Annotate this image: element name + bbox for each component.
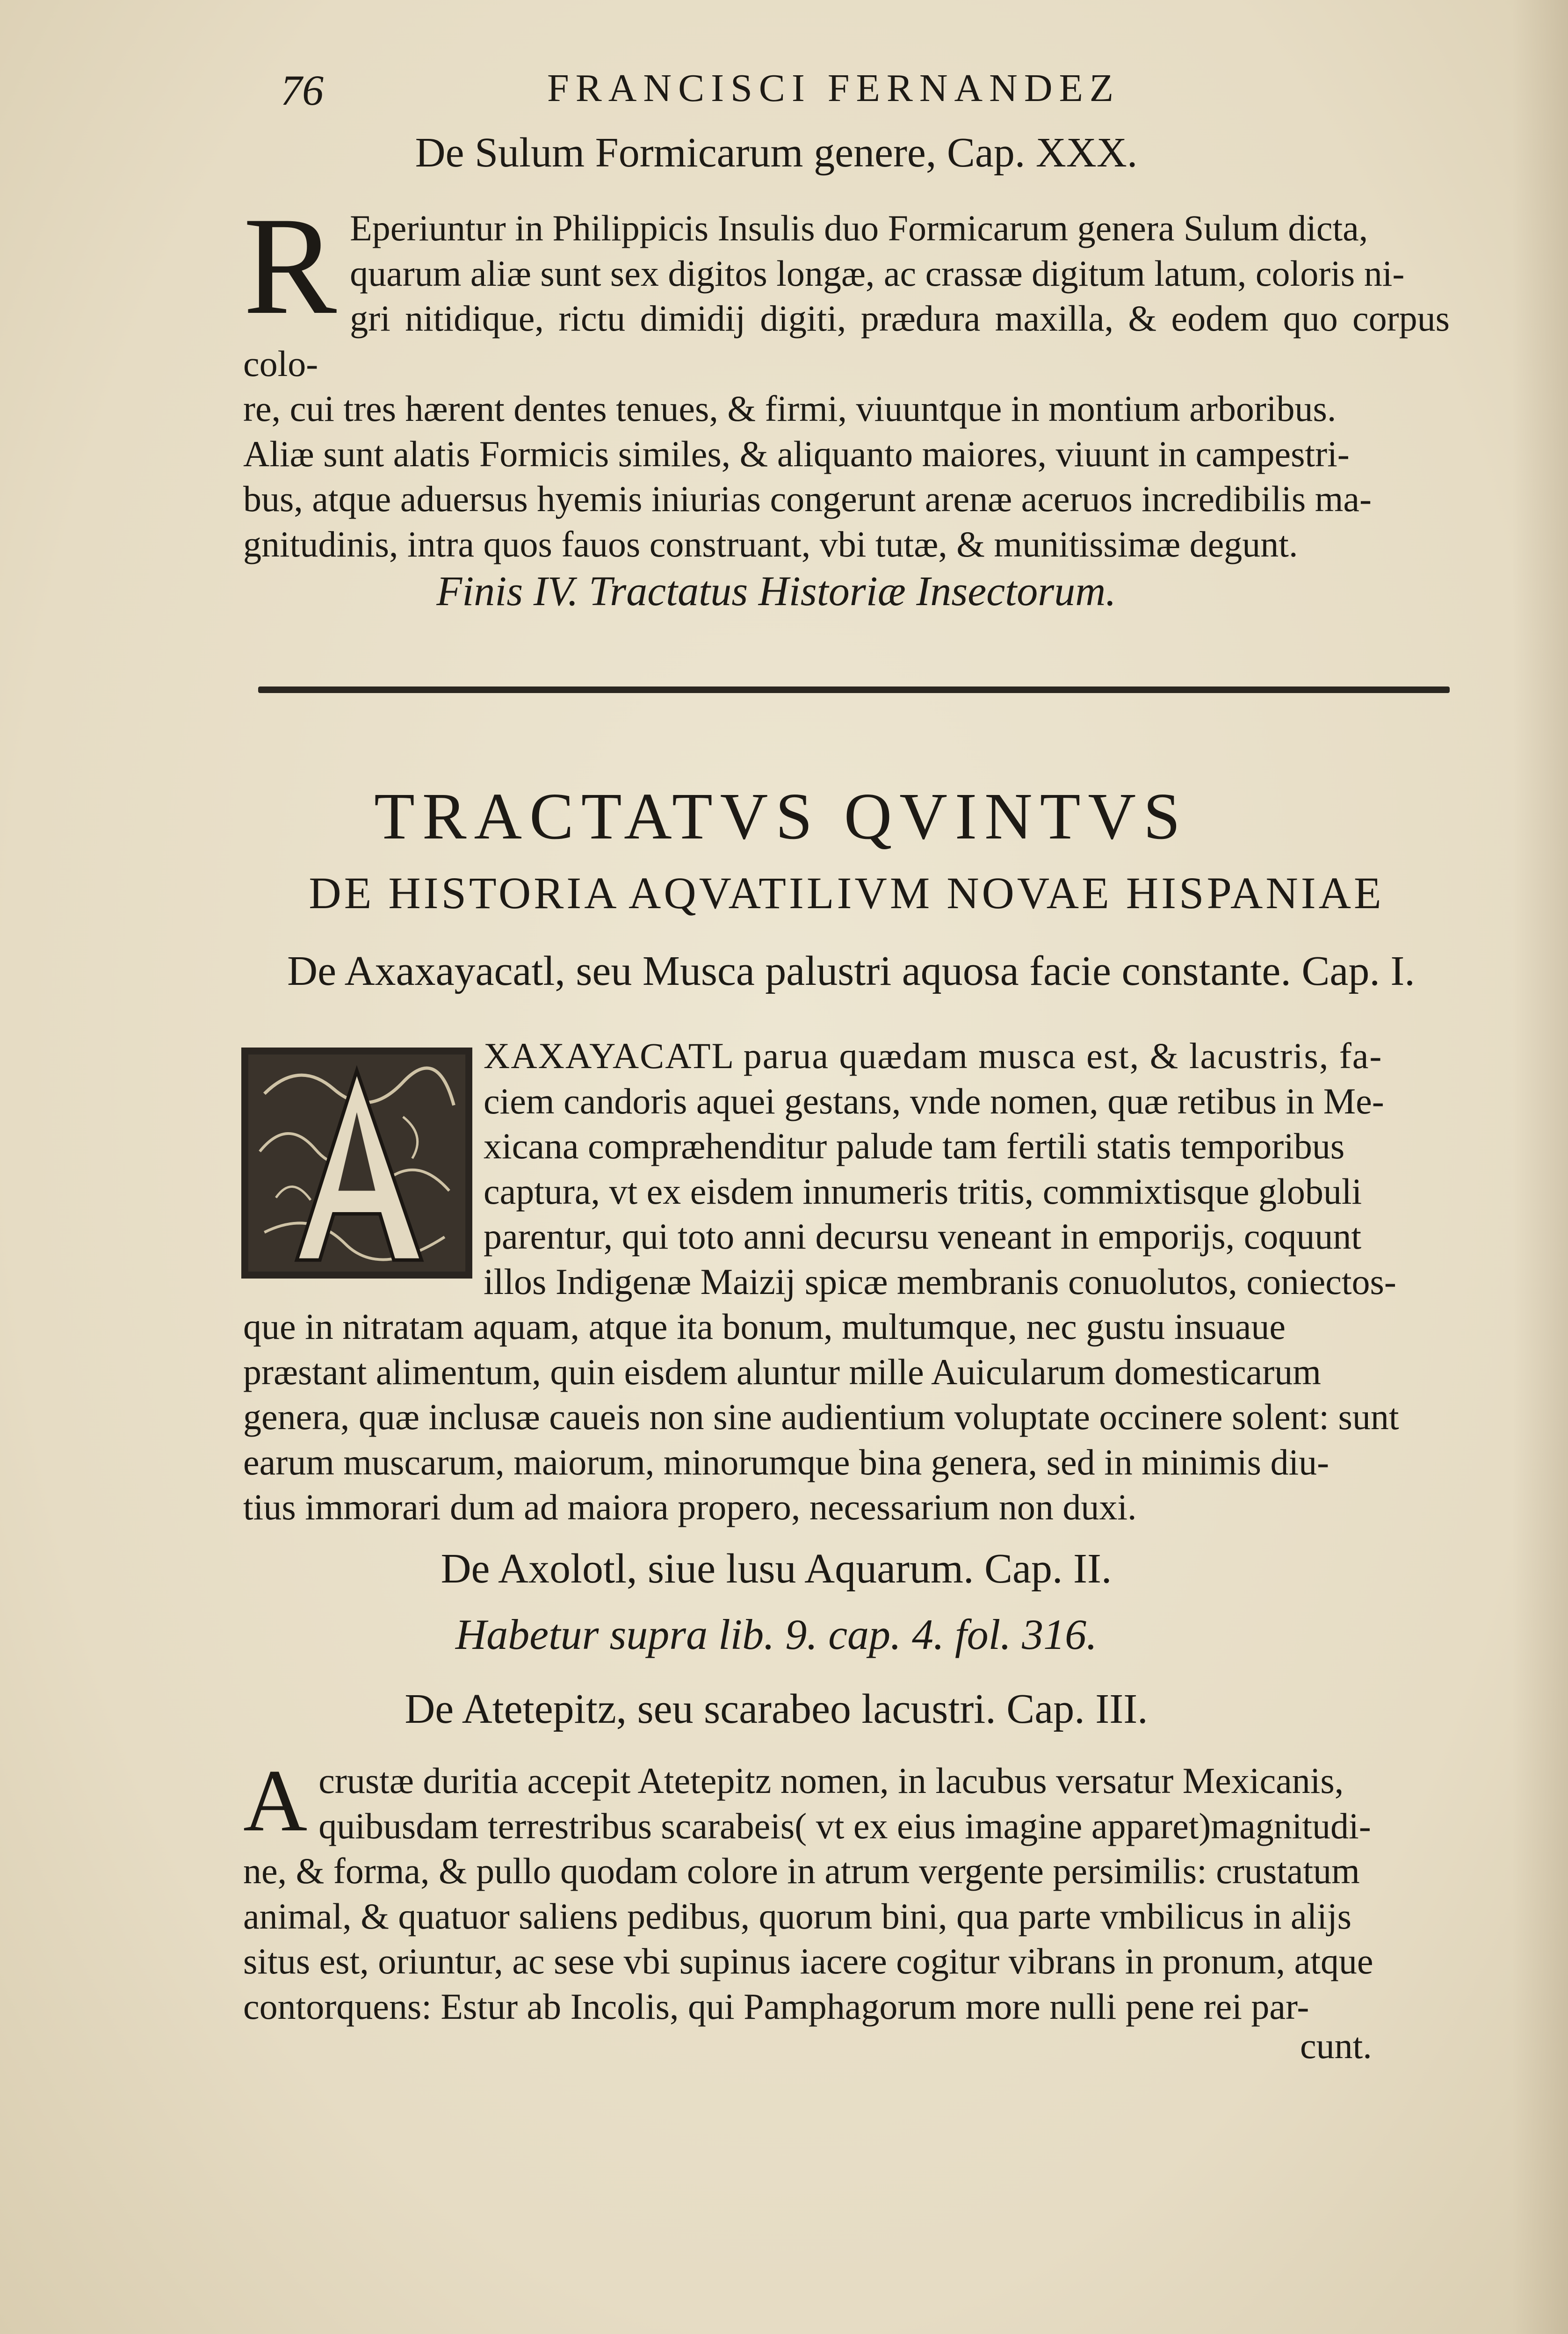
text-line: Aliæ sunt alatis Formicis similes, & aliquanto maiores, viuunt in campestri-: [243, 433, 1350, 474]
tractatus-title: TRACTATVS QVINTVS: [374, 779, 1188, 853]
chapter-1-title: De Axaxayacatl, seu Musca palustri aquosa facie constante. Cap. I.: [287, 948, 1415, 994]
text-line: crustæ duritia accepit Atetepitz nomen, in lacubus versatur Mexicanis,: [318, 1760, 1344, 1801]
chapter-1-text-bottom: [243, 1304, 1450, 1530]
text-line: illos Indigenæ Maizij spicæ membranis conuolutos, coniectos-: [484, 1261, 1396, 1302]
text-line: tius immorari dum ad maiora propero, necessarium non duxi.: [243, 1487, 1137, 1527]
text-line: xicana compræhenditur palude tam fertili statis temporibus: [484, 1126, 1345, 1166]
chapter-3-text: [243, 1752, 1450, 2029]
chapter-3-title: De Atetepitz, seu scarabeo lacustri. Cap. III.: [405, 1686, 1148, 1732]
running-header: [281, 65, 1216, 117]
text-line: contorquens: Estur ab Incolis, qui Pamphagorum more nulli pene rei par-: [243, 1986, 1309, 2027]
text-line: situs est, oriuntur, ac sese vbi supinus iacere cogitur vibrans in pronum, atque: [243, 1941, 1373, 1981]
running-title: FRANCISCI FERNANDEZ: [547, 66, 1120, 110]
chapter-2-title: De Axolotl, siue lusu Aquarum. Cap. II.: [441, 1546, 1112, 1592]
drop-cap-a-small: A: [243, 1752, 308, 1850]
page-edge-shadow: [1512, 0, 1568, 2334]
text-line: genera, quæ inclusæ caueis non sine audientium voluptate occinere solent: sunt: [243, 1396, 1399, 1437]
finis-line: Finis IV. Tractatus Historiæ Insectorum.: [436, 568, 1116, 614]
text-line: præstant alimentum, quin eisdem aluntur mille Auicularum domesticarum: [243, 1351, 1321, 1392]
text-line: earum muscarum, maiorum, minorumque bina genera, sed in minimis diu-: [243, 1441, 1330, 1482]
text-line: parentur, qui toto anni decursu veneant in emporijs, coquunt: [484, 1216, 1362, 1257]
chapter-2-reference: Habetur supra lib. 9. cap. 4. fol. 316.: [455, 1611, 1098, 1658]
chapter-30-title: De Sulum Formicarum genere, Cap. XXX.: [415, 130, 1138, 176]
text-line: Eperiuntur in Philippicis Insulis duo Formicarum genera Sulum dicta,: [350, 208, 1368, 248]
text-line: XAXAYACATL parua quædam musca est, & lacustris, fa-: [484, 1035, 1383, 1076]
text-line: bus, atque aduersus hyemis iniurias congerunt arenæ aceruos incredibilis ma-: [243, 478, 1372, 519]
catchword: cunt.: [1300, 2025, 1372, 2066]
text-line: animal, & quatuor saliens pedibus, quorum bini, qua parte vmbilicus in alijs: [243, 1895, 1351, 1937]
text-line: ciem candoris aquei gestans, vnde nomen, quæ retibus in Me-: [484, 1080, 1384, 1121]
text-line: ne, & forma, & pullo quodam colore in atrum vergente persimilis: crustatum: [243, 1850, 1360, 1891]
text-line: quarum aliæ sunt sex digitos longæ, ac crassæ digitum latum, coloris ni-: [350, 253, 1405, 294]
ornamental-initial-a-woodcut: [241, 1048, 472, 1279]
drop-cap-r: R: [243, 188, 337, 343]
chapter-1-text-top: [484, 1033, 1450, 1304]
chapter-30-text: [243, 188, 1450, 567]
text-line: gnitudinis, intra quos fauos construant, vbi tutæ, & munitissimæ degunt.: [243, 523, 1298, 564]
tractatus-subtitle: DE HISTORIA AQVATILIVM NOVAE HISPANIAE: [309, 868, 1384, 918]
text-line: que in nitratam aquam, atque ita bonum, multumque, nec gustu insuaue: [243, 1306, 1286, 1347]
text-line: captura, vt ex eisdem innumeris tritis, commixtisque globuli: [484, 1171, 1362, 1212]
text-line: gri nitidique, rictu dimidij digiti, prædura maxilla, & eodem quo corpus colo-: [243, 298, 1450, 384]
section-rule: [258, 686, 1450, 693]
page-number: 76: [281, 66, 324, 114]
text-line: quibusdam terrestribus scarabeis( vt ex eius imagine apparet)magnitudi-: [318, 1805, 1371, 1846]
text-line: re, cui tres hærent dentes tenues, & firmi, viuuntque in montium arboribus.: [243, 388, 1337, 429]
